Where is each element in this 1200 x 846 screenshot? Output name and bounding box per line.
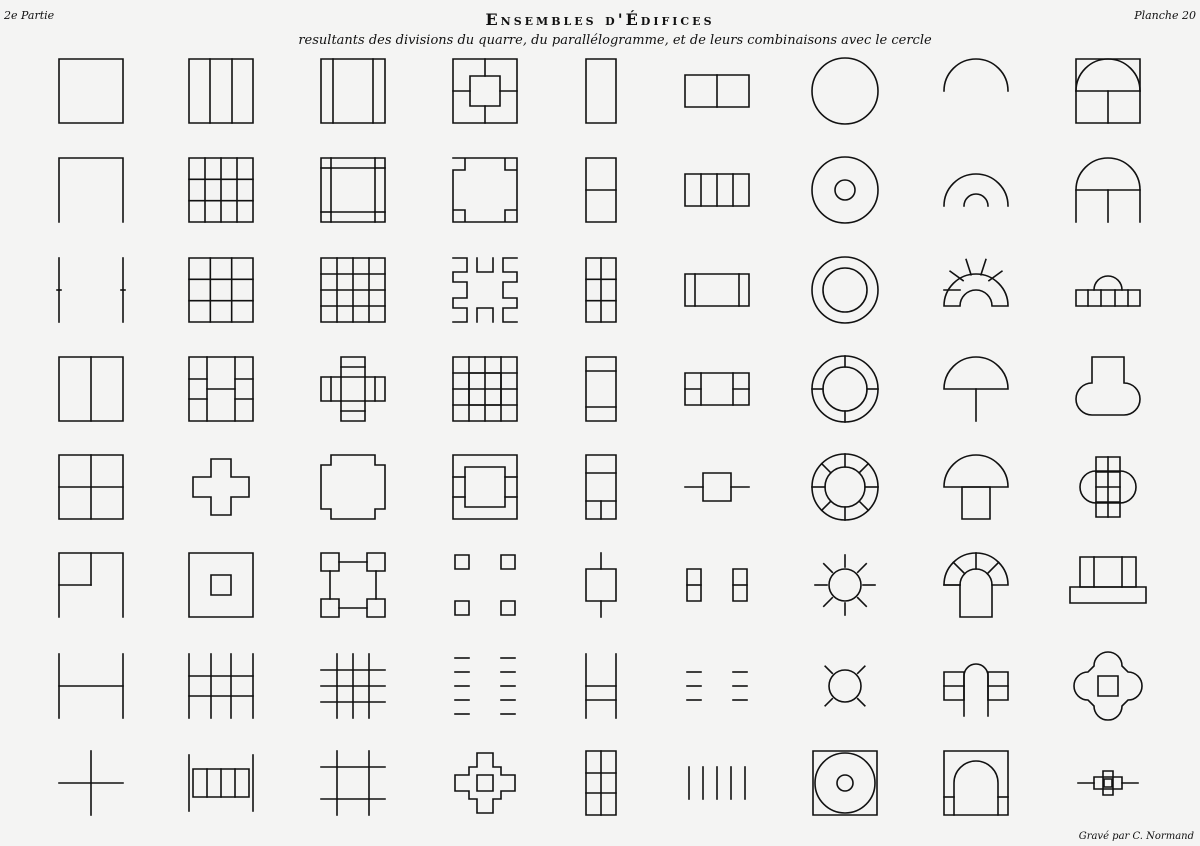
plan-r2-c5	[586, 158, 616, 222]
plan-r4-c2	[189, 357, 253, 421]
plan-r1-c2	[189, 59, 253, 123]
plan-r7-c8	[944, 664, 1008, 716]
plate-title: Ensembles d'Édifices	[485, 10, 715, 29]
plan-r8-c6	[689, 767, 745, 799]
plan-r2-c3	[321, 158, 385, 222]
plan-r4-c6	[685, 373, 749, 405]
plan-r5-c2	[193, 459, 249, 515]
plan-r3-c7	[812, 257, 878, 323]
plan-r7-c4	[455, 658, 515, 714]
plan-r2-c4	[453, 158, 517, 222]
plan-r5-c9	[1080, 457, 1136, 517]
plan-r6-c3	[321, 553, 385, 617]
plan-r7-c1	[59, 654, 123, 718]
plan-r7-c2	[189, 654, 253, 718]
plan-r1-c7	[812, 58, 878, 124]
plan-r2-c9	[1076, 158, 1140, 222]
plate-subtitle: resultants des divisions du quarre, du parallélogramme, et de leurs combinaisons avec le cercle	[298, 33, 932, 48]
plan-r6-c8	[944, 553, 1008, 617]
plan-r4-c4	[453, 357, 517, 421]
plan-r3-c4	[453, 258, 517, 322]
plan-r8-c5	[586, 751, 616, 815]
plan-r1-c4	[453, 59, 517, 123]
plan-r5-c7	[812, 454, 878, 520]
plan-r8-c2	[189, 755, 253, 811]
plan-r3-c9	[1076, 276, 1140, 306]
plan-r5-c3	[321, 455, 385, 519]
plan-r3-c5	[586, 258, 616, 322]
plan-r4-c3	[321, 357, 385, 421]
plan-r1-c9	[1076, 59, 1140, 123]
plan-r6-c1	[59, 553, 123, 617]
plan-r5-c1	[59, 455, 123, 519]
plan-r2-c7	[812, 157, 878, 223]
plan-r7-c5	[586, 654, 616, 718]
plan-r6-c4	[455, 555, 515, 615]
plan-r4-c5	[586, 357, 616, 421]
plan-r3-c2	[189, 258, 253, 322]
plan-r7-c6	[687, 672, 747, 700]
plan-r1-c3	[321, 59, 385, 123]
plan-r1-c6	[685, 75, 749, 107]
plan-r2-c1	[59, 158, 123, 222]
plan-r5-c5	[586, 455, 616, 519]
plan-r1-c8	[944, 59, 1008, 91]
plan-r3-c3	[321, 258, 385, 322]
plan-r3-c6	[685, 274, 749, 306]
plate-number-label: Planche 20	[1134, 9, 1196, 22]
plan-r8-c3	[321, 751, 385, 815]
plan-r6-c9	[1070, 557, 1146, 603]
plan-r5-c6	[685, 473, 749, 501]
plan-r3-c8	[944, 260, 1008, 306]
plan-r4-c7	[812, 356, 878, 422]
plan-r4-c1	[59, 357, 123, 421]
plate-part-label: 2e Partie	[4, 9, 55, 22]
plan-r1-c1	[59, 59, 123, 123]
plan-r5-c4	[453, 455, 517, 519]
plan-r7-c3	[321, 654, 385, 718]
plan-r8-c9	[1078, 771, 1138, 795]
plan-r4-c9	[1076, 357, 1140, 415]
plan-r8-c8	[944, 751, 1008, 815]
plan-r6-c5	[586, 553, 616, 617]
plan-r6-c6	[687, 569, 747, 601]
plan-r2-c6	[685, 174, 749, 206]
plan-r4-c8	[944, 357, 1008, 421]
engraver-credit: Gravé par C. Normand	[1078, 831, 1194, 842]
plan-r2-c2	[189, 158, 253, 222]
plan-r5-c8	[944, 455, 1008, 519]
plan-r7-c9	[1074, 652, 1142, 720]
plan-r8-c4	[455, 753, 515, 813]
plan-r6-c2	[189, 553, 253, 617]
plan-r2-c8	[944, 174, 1008, 206]
plan-r8-c7	[813, 751, 877, 815]
plan-r6-c7	[815, 555, 875, 615]
plan-r8-c1	[59, 751, 123, 815]
plan-r1-c5	[586, 59, 616, 123]
plan-r7-c7	[825, 666, 865, 706]
plan-r3-c1	[57, 258, 125, 322]
